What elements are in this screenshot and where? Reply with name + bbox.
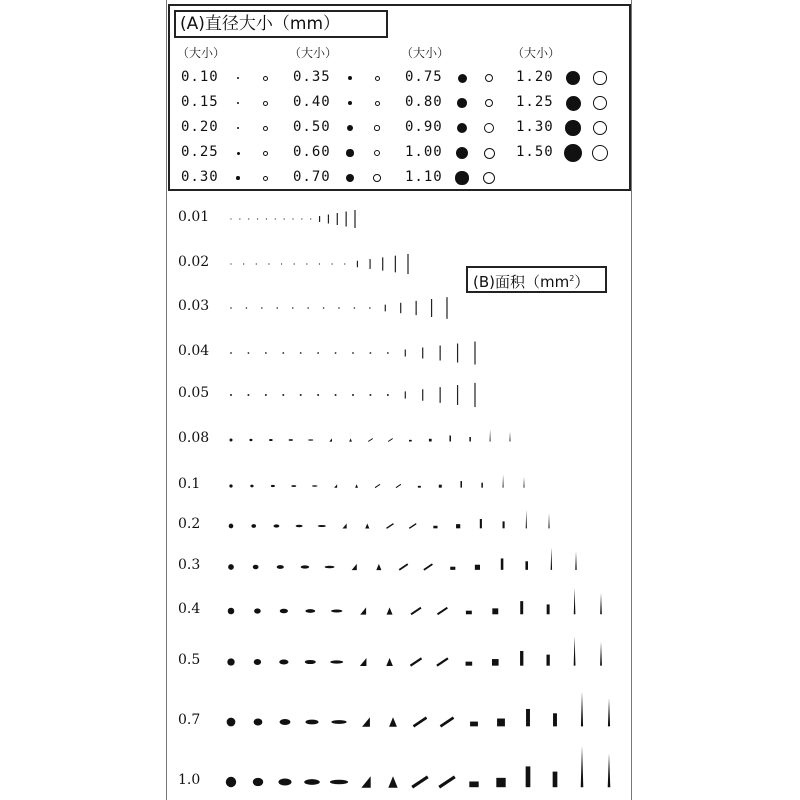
area-mark-dot bbox=[248, 352, 250, 354]
diameter-value: 0.75 bbox=[405, 69, 443, 85]
area-mark-tick bbox=[354, 210, 355, 228]
area-mark-dot bbox=[294, 263, 295, 264]
area-mark-dot bbox=[230, 218, 231, 219]
area-mark-ellipse bbox=[253, 565, 259, 570]
area-mark-tick bbox=[405, 350, 406, 357]
area-mark-dot bbox=[247, 394, 249, 396]
area-mark-bar bbox=[520, 651, 523, 666]
area-mark-tick bbox=[357, 261, 358, 267]
area-mark-bar bbox=[553, 713, 557, 726]
area-mark-ellipse bbox=[249, 439, 252, 441]
area-mark-ellipse bbox=[312, 485, 318, 486]
area-mark-block bbox=[466, 662, 473, 666]
area-mark-dot bbox=[265, 352, 267, 354]
area-mark-ellipse bbox=[325, 566, 335, 569]
area-mark-block bbox=[470, 722, 478, 727]
area-mark-ellipse bbox=[277, 565, 284, 569]
area-mark-block bbox=[409, 440, 412, 442]
area-mark-slash bbox=[399, 564, 408, 570]
area-mark-tick bbox=[369, 259, 370, 269]
area-value: 0.05 bbox=[178, 385, 210, 401]
diameter-value: 0.40 bbox=[293, 94, 331, 110]
area-mark-dot bbox=[284, 218, 285, 219]
area-mark-bar bbox=[481, 483, 483, 488]
area-mark-triangle bbox=[360, 607, 366, 614]
area-mark-dot bbox=[319, 263, 320, 264]
area-mark-triangle bbox=[329, 438, 332, 441]
area-mark-circle bbox=[227, 658, 234, 665]
area-mark-dot bbox=[230, 394, 232, 396]
area-mark-dot bbox=[387, 394, 389, 396]
area-mark-ellipse bbox=[254, 719, 263, 726]
area-mark-tick bbox=[416, 301, 417, 315]
area-mark-block bbox=[492, 659, 499, 666]
area-mark-slash bbox=[387, 524, 394, 529]
area-mark-circle bbox=[229, 484, 232, 487]
diameter-value: 1.20 bbox=[516, 69, 554, 85]
area-mark-dot bbox=[335, 394, 337, 396]
area-mark-ellipse bbox=[269, 439, 273, 441]
area-mark-dot bbox=[300, 394, 302, 396]
area-mark-dot bbox=[256, 263, 257, 264]
area-value: 0.03 bbox=[178, 298, 210, 314]
area-mark-ellipse bbox=[251, 524, 256, 528]
area-mark-tick bbox=[440, 387, 441, 403]
area-mark-dot bbox=[281, 263, 282, 264]
area-mark-circle bbox=[226, 777, 236, 787]
area-mark-block bbox=[450, 567, 455, 570]
area-mark-ellipse bbox=[289, 439, 294, 441]
area-mark-dot bbox=[332, 263, 333, 264]
area-mark-ellipse bbox=[254, 608, 261, 613]
area-mark-bar bbox=[553, 772, 558, 788]
area-value: 0.5 bbox=[178, 652, 201, 668]
area-mark-slash bbox=[437, 608, 447, 615]
area-mark-tick bbox=[422, 348, 423, 359]
area-mark-tick bbox=[395, 256, 396, 273]
area-value: 0.4 bbox=[178, 601, 201, 617]
area-title-text: (B)面积（mm bbox=[473, 273, 570, 291]
area-mark-ellipse bbox=[296, 525, 303, 528]
diameter-value: 0.35 bbox=[293, 69, 331, 85]
area-mark-tick bbox=[346, 212, 347, 227]
area-mark-dot bbox=[387, 352, 389, 354]
diameter-value: 1.30 bbox=[516, 119, 554, 135]
area-value: 0.04 bbox=[178, 343, 210, 359]
area-mark-ellipse bbox=[291, 485, 296, 487]
area-mark-dot bbox=[369, 307, 371, 309]
diameter-value: 0.10 bbox=[181, 69, 219, 85]
area-mark-spike bbox=[600, 593, 602, 614]
area-mark-dot bbox=[310, 218, 311, 219]
area-mark-ellipse bbox=[250, 485, 253, 488]
area-mark-ellipse bbox=[305, 609, 315, 613]
area-mark-spike bbox=[575, 551, 576, 570]
area-mark-dot bbox=[282, 394, 284, 396]
area-mark-triangle bbox=[360, 658, 367, 666]
area-mark-tick bbox=[407, 254, 408, 274]
area-title-superscript: 2 bbox=[569, 274, 575, 283]
area-mark-dot bbox=[307, 307, 309, 309]
area-mark-slash bbox=[412, 777, 428, 787]
area-mark-ellipse bbox=[305, 660, 316, 664]
area-mark-dot bbox=[352, 352, 354, 354]
area-mark-block bbox=[456, 524, 460, 528]
area-mark-ellipse bbox=[331, 610, 343, 613]
area-mark-dot bbox=[292, 218, 293, 219]
area-mark-tick bbox=[405, 391, 406, 398]
area-mark-spike bbox=[548, 513, 549, 528]
area-mark-bar bbox=[526, 709, 530, 726]
area-mark-triangle bbox=[352, 564, 357, 570]
area-mark-dot bbox=[282, 352, 284, 354]
area-mark-dot bbox=[300, 352, 302, 354]
area-mark-block bbox=[433, 526, 437, 529]
area-mark-dot bbox=[352, 394, 354, 396]
area-value: 0.7 bbox=[178, 712, 201, 728]
area-mark-spike bbox=[608, 698, 610, 726]
area-mark-spike bbox=[503, 474, 504, 487]
area-mark-slash bbox=[439, 777, 455, 787]
area-mark-tick bbox=[474, 383, 475, 407]
area-mark-triangle bbox=[362, 717, 370, 727]
area-mark-triangle bbox=[387, 607, 393, 614]
diameter-value: 1.50 bbox=[516, 144, 554, 160]
area-mark-ellipse bbox=[318, 525, 326, 527]
area-mark-block bbox=[496, 778, 505, 787]
diameter-value: 0.80 bbox=[405, 94, 443, 110]
area-mark-dot bbox=[335, 352, 337, 354]
area-value: 0.3 bbox=[178, 557, 201, 573]
diameter-value: 1.25 bbox=[516, 94, 554, 110]
area-mark-tick bbox=[400, 303, 401, 313]
area-mark-tick bbox=[457, 344, 458, 363]
column-header: （大小） bbox=[512, 46, 561, 60]
area-mark-triangle bbox=[355, 484, 358, 488]
area-mark-dot bbox=[265, 394, 267, 396]
area-value: 0.08 bbox=[178, 430, 210, 446]
area-mark-spike bbox=[524, 477, 525, 488]
area-mark-bar bbox=[480, 519, 482, 528]
area-mark-dot bbox=[266, 218, 267, 219]
area-mark-triangle bbox=[361, 776, 370, 787]
area-mark-circle bbox=[228, 608, 235, 615]
diameter-value: 0.30 bbox=[181, 169, 219, 185]
area-mark-dot bbox=[230, 307, 232, 309]
area-mark-dot bbox=[317, 352, 319, 354]
area-mark-spike bbox=[574, 588, 576, 614]
area-mark-tick bbox=[446, 297, 447, 319]
area-mark-triangle bbox=[349, 438, 352, 441]
area-mark-bar bbox=[526, 766, 531, 787]
diameter-value: 0.90 bbox=[405, 119, 443, 135]
area-value: 0.2 bbox=[178, 516, 201, 532]
area-mark-ellipse bbox=[305, 720, 318, 725]
area-mark-block bbox=[469, 781, 478, 787]
area-mark-slash bbox=[368, 439, 373, 442]
diameter-value: 0.25 bbox=[181, 144, 219, 160]
area-mark-ellipse bbox=[271, 485, 275, 487]
area-mark-bar bbox=[525, 561, 528, 570]
area-mark-dot bbox=[354, 307, 356, 309]
area-mark-dot bbox=[277, 307, 279, 309]
area-mark-dot bbox=[344, 263, 345, 264]
area-mark-bar bbox=[520, 601, 523, 614]
area-value: 0.01 bbox=[178, 209, 210, 225]
area-mark-ellipse bbox=[330, 660, 343, 663]
area-mark-triangle bbox=[386, 658, 393, 666]
diameter-panel-title: (A)直径大小（mm） bbox=[174, 10, 388, 38]
area-mark-ellipse bbox=[279, 659, 288, 664]
area-title-close: ） bbox=[574, 273, 590, 291]
area-mark-triangle bbox=[376, 564, 381, 570]
diameter-value: 0.70 bbox=[293, 169, 331, 185]
area-mark-ellipse bbox=[280, 609, 288, 613]
area-mark-slash bbox=[396, 484, 401, 487]
column-header: （大小） bbox=[401, 46, 450, 60]
area-mark-spike bbox=[490, 430, 491, 442]
area-mark-bar bbox=[469, 437, 471, 442]
area-mark-ellipse bbox=[331, 720, 346, 724]
area-mark-slash bbox=[440, 718, 453, 727]
area-mark-ellipse bbox=[301, 565, 310, 568]
area-mark-block bbox=[492, 608, 498, 614]
diameter-value: 0.20 bbox=[181, 119, 219, 135]
area-mark-dot bbox=[243, 263, 244, 264]
area-mark-tick bbox=[328, 215, 329, 224]
area-mark-slash bbox=[411, 608, 421, 615]
area-mark-slash bbox=[375, 484, 380, 487]
diameter-value: 0.50 bbox=[293, 119, 331, 135]
area-mark-tick bbox=[457, 385, 458, 405]
area-mark-triangle bbox=[334, 484, 337, 488]
area-mark-spike bbox=[581, 692, 583, 727]
area-mark-ellipse bbox=[274, 524, 280, 527]
area-mark-slash bbox=[409, 524, 416, 529]
area-mark-triangle bbox=[389, 717, 397, 727]
area-mark-spike bbox=[526, 510, 527, 529]
area-mark-slash bbox=[437, 658, 448, 665]
area-mark-triangle bbox=[388, 776, 397, 787]
area-mark-spike bbox=[581, 746, 584, 788]
area-mark-dot bbox=[323, 307, 325, 309]
area-mark-tick bbox=[440, 346, 441, 361]
area-mark-block bbox=[466, 611, 472, 615]
area-mark-dot bbox=[275, 218, 276, 219]
area-mark-bar bbox=[501, 558, 504, 569]
area-mark-dot bbox=[261, 307, 263, 309]
area-mark-bar bbox=[460, 481, 462, 488]
area-mark-circle bbox=[229, 524, 234, 529]
area-value: 0.1 bbox=[178, 476, 201, 492]
area-mark-dot bbox=[239, 218, 240, 219]
area-mark-ellipse bbox=[279, 778, 292, 785]
area-mark-dot bbox=[246, 307, 248, 309]
area-mark-block bbox=[418, 486, 421, 488]
area-mark-dot bbox=[317, 394, 319, 396]
area-mark-dot bbox=[338, 307, 340, 309]
area-mark-dot bbox=[306, 263, 307, 264]
area-mark-slash bbox=[424, 564, 433, 570]
column-header: （大小） bbox=[289, 46, 338, 60]
area-mark-block bbox=[439, 485, 442, 488]
area-mark-spike bbox=[510, 432, 511, 442]
area-mark-spike bbox=[608, 753, 611, 787]
area-mark-bar bbox=[547, 604, 550, 614]
area-mark-slash bbox=[410, 658, 421, 665]
area-mark-ellipse bbox=[280, 719, 291, 725]
area-mark-dot bbox=[301, 218, 302, 219]
area-mark-tick bbox=[431, 299, 432, 317]
area-mark-triangle bbox=[342, 523, 346, 528]
area-mark-block bbox=[475, 565, 480, 570]
area-mark-triangle bbox=[365, 523, 369, 528]
area-mark-slash bbox=[413, 718, 426, 727]
area-mark-ellipse bbox=[253, 778, 263, 786]
area-mark-dot bbox=[370, 352, 372, 354]
area-mark-tick bbox=[385, 305, 386, 312]
area-mark-bar bbox=[503, 521, 505, 528]
area-mark-slash bbox=[388, 439, 393, 442]
area-mark-circle bbox=[228, 564, 234, 570]
area-mark-tick bbox=[474, 342, 475, 365]
column-header: （大小） bbox=[177, 46, 226, 60]
area-mark-block bbox=[497, 719, 505, 727]
area-mark-ellipse bbox=[254, 659, 261, 665]
area-mark-dot bbox=[369, 394, 371, 396]
area-value: 1.0 bbox=[178, 772, 201, 788]
area-mark-spike bbox=[574, 636, 576, 665]
area-mark-dot bbox=[268, 263, 269, 264]
area-mark-ellipse bbox=[330, 780, 348, 785]
area-mark-bar bbox=[449, 436, 451, 442]
area-mark-bar bbox=[546, 655, 549, 666]
diameter-value: 1.10 bbox=[405, 169, 443, 185]
area-mark-block bbox=[429, 439, 432, 442]
area-mark-circle bbox=[227, 718, 236, 727]
diameter-value: 1.00 bbox=[405, 144, 443, 160]
area-mark-tick bbox=[337, 213, 338, 225]
area-mark-dot bbox=[230, 352, 232, 354]
area-mark-circle bbox=[230, 439, 233, 442]
area-mark-dot bbox=[230, 263, 231, 264]
area-mark-ellipse bbox=[308, 439, 313, 440]
diameter-value: 0.60 bbox=[293, 144, 331, 160]
area-mark-ellipse bbox=[304, 779, 320, 785]
area-mark-tick bbox=[422, 389, 423, 400]
diameter-value: 0.15 bbox=[181, 94, 219, 110]
area-mark-tick bbox=[319, 216, 320, 222]
area-mark-dot bbox=[248, 218, 249, 219]
area-mark-dot bbox=[257, 218, 258, 219]
area-mark-dot bbox=[292, 307, 294, 309]
area-mark-spike bbox=[600, 642, 602, 666]
area-mark-spike bbox=[551, 547, 552, 570]
area-mark-tick bbox=[382, 257, 383, 270]
area-value: 0.02 bbox=[178, 254, 210, 270]
